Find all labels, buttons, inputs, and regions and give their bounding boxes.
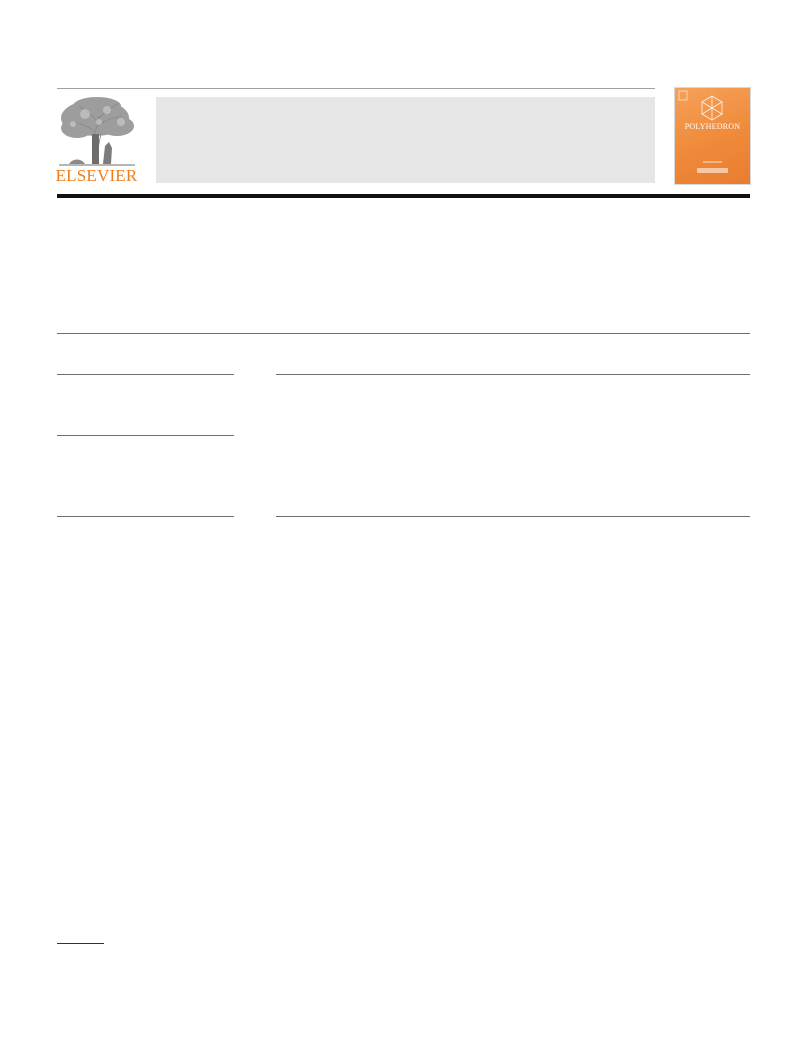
masthead-bottom-rule — [57, 194, 750, 198]
masthead-top-rule — [57, 88, 655, 89]
article-info-top-rule — [57, 333, 750, 334]
tree-icon — [55, 96, 138, 168]
keywords-rule — [57, 435, 234, 436]
masthead-box — [156, 97, 655, 183]
abstract-top-rule — [276, 374, 750, 375]
article-info-bottom-rule — [57, 516, 234, 517]
publisher-logo — [55, 96, 138, 186]
journal-cover-title: POLYHEDRON — [684, 122, 741, 131]
footnote-rule — [57, 943, 104, 944]
polyhedron-icon — [675, 88, 750, 184]
publisher-name: ELSEVIER — [55, 166, 138, 185]
article-info-rule — [57, 374, 234, 375]
journal-cover — [675, 88, 750, 184]
abstract-bottom-rule — [276, 516, 750, 517]
